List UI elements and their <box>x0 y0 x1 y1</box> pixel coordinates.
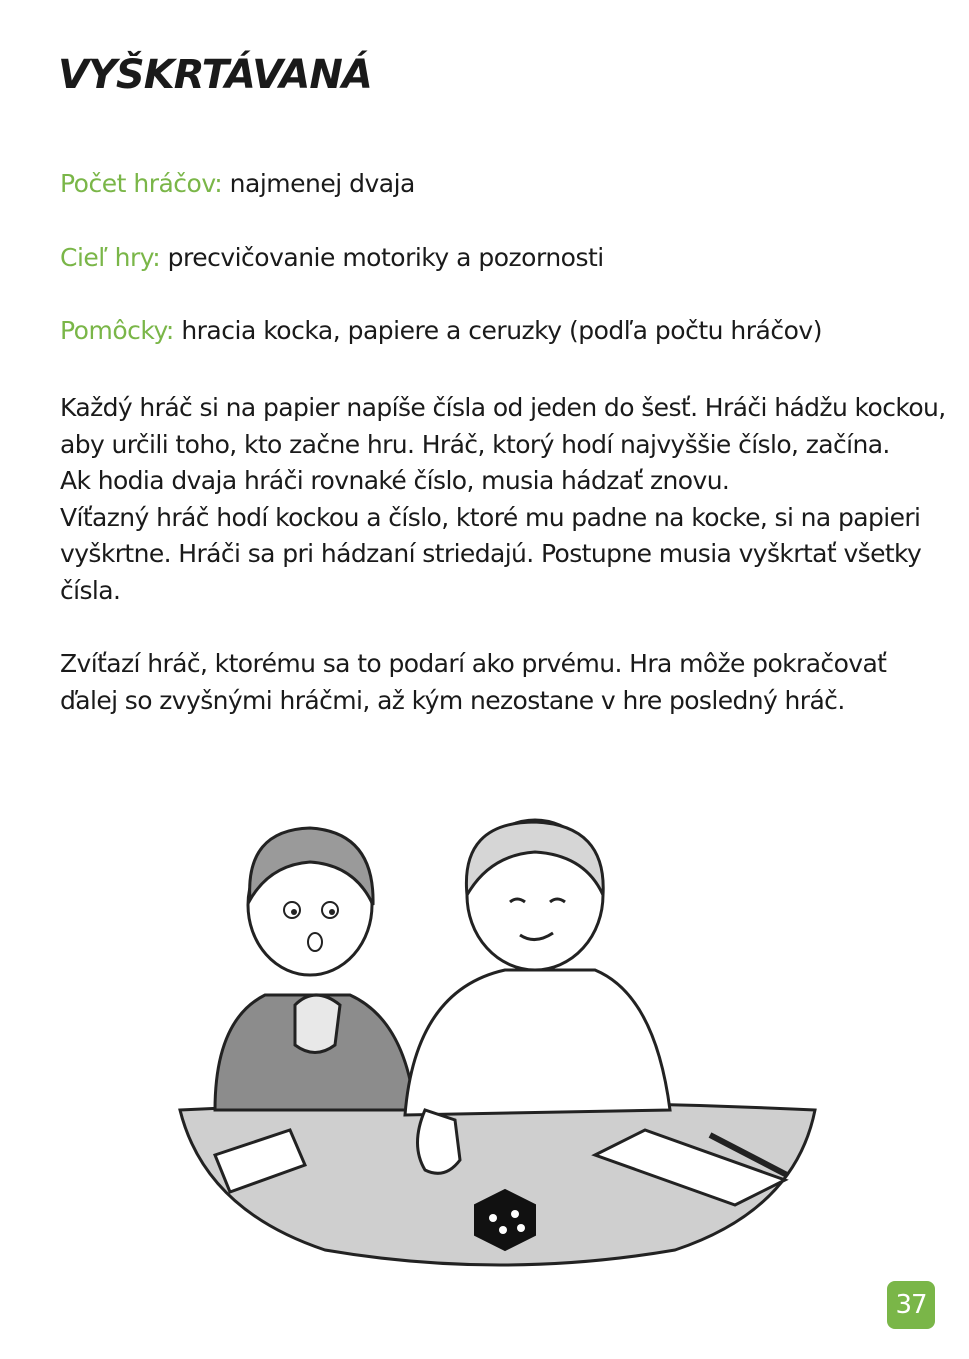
rules-line: Víťazný hráč hodí kockou a číslo, ktoré mu padne na kocke, si na papieri <box>60 502 921 532</box>
page-number-badge: 37 <box>887 1281 935 1329</box>
tools-field <box>60 313 822 349</box>
winner-line: ďalej so zvyšnými hráčmi, až kým nezostane v hre posledný hráč. <box>60 685 845 715</box>
page-title: VYŠKRTÁVANÁ <box>58 52 372 98</box>
goal-value: precvičovanie motoriky a pozornosti <box>167 243 604 272</box>
rules-line: aby určili toho, kto začne hru. Hráč, ktorý hodí najvyššie číslo, začína. <box>60 429 890 459</box>
players-label: Počet hráčov: <box>60 169 223 198</box>
rules-line: vyškrtne. Hráči sa pri hádzaní striedajú. Postupne musia vyškrtať všetky <box>60 539 922 568</box>
rules-line: Ak hodia dvaja hráči rovnaké číslo, musia hádzať znovu. <box>60 466 730 495</box>
winner-line: Zvíťazí hráč, ktorému sa to podarí ako prvému. Hra môže pokračovať <box>60 649 887 678</box>
goal-field <box>60 240 604 276</box>
tools-label: Pomôcky: <box>60 316 174 345</box>
rules-paragraph <box>60 390 946 609</box>
winner-paragraph <box>60 646 940 719</box>
rules-line: Každý hráč si na papier napíše čísla od jeden do šesť. Hráči hádžu kockou, <box>60 393 946 422</box>
tools-value: hracia kocka, papiere a ceruzky (podľa počtu hráčov) <box>181 316 822 345</box>
rules-line: čísla. <box>60 575 121 605</box>
players-field <box>60 166 415 202</box>
boys-playing-dice-illustration <box>175 810 825 1270</box>
left-boy-illustration <box>215 828 415 1110</box>
goal-label: Cieľ hry: <box>60 243 161 272</box>
players-value: najmenej dvaja <box>229 169 415 198</box>
